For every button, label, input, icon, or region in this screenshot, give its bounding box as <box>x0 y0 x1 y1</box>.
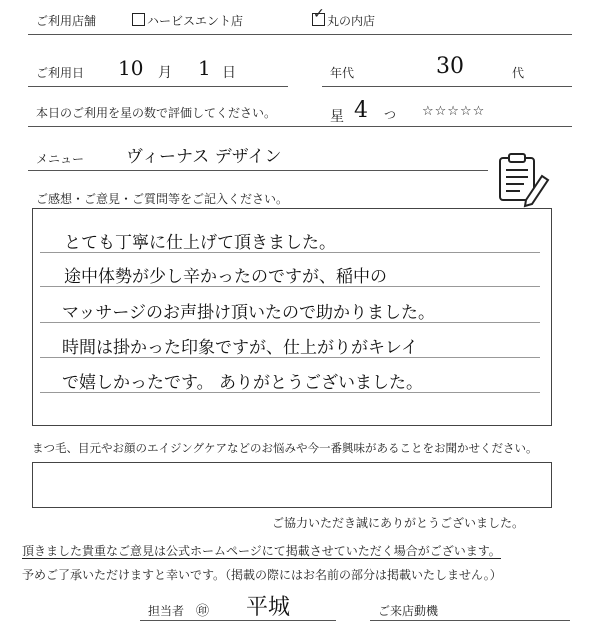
clipboard-pencil-icon <box>496 152 550 208</box>
comment-line: 途中体勢が少し辛かったのですが、稲中の <box>64 267 387 287</box>
store-option-herbis-label: ハービスエント店 <box>147 14 244 28</box>
visit-month-unit: 月 <box>158 65 172 81</box>
store-checkbox-marunouchi[interactable] <box>312 6 325 26</box>
concerns-box[interactable] <box>32 462 552 508</box>
visit-day-unit: 日 <box>222 65 236 81</box>
staff-signature[interactable]: 平城 <box>246 595 291 620</box>
visit-month-value[interactable]: 10 <box>118 56 144 80</box>
age-unit: 代 <box>512 66 525 80</box>
rating-star-label: 星 <box>330 109 344 125</box>
concerns-label: まつ毛、目元やお顔のエイジングケアなどのお悩みや今一番興味があることをお聞かせください。 <box>32 441 538 455</box>
store-option-herbis[interactable] <box>132 12 243 29</box>
visit-date-label: ご利用日 <box>36 66 85 80</box>
staff-label: 担当者 <box>148 604 185 618</box>
divider <box>28 170 488 171</box>
seal-icon: ㊞ <box>196 604 210 619</box>
store-checkbox-herbis[interactable] <box>132 13 145 26</box>
thanks-text: ご協力いただき誠にありがとうございました。 <box>272 516 525 530</box>
divider <box>322 86 572 87</box>
notice-line-1-text: 頂きました貴重なご意見は公式ホームページにて掲載させていただく場合がございます。 <box>22 544 501 558</box>
comment-line: で嬉しかったです。 ありがとうございました。 <box>62 373 424 393</box>
divider <box>140 620 336 621</box>
rating-value[interactable]: 4 <box>354 98 368 123</box>
divider <box>28 34 572 35</box>
checkmark-icon: ✓ <box>313 6 325 22</box>
comments-label: ご感想・ご意見・ご質問等をご記入ください。 <box>36 192 289 206</box>
store-option-marunouchi-label: 丸の内店 <box>327 14 376 28</box>
rating-question: 本日のご利用を星の数で評価してください。 <box>36 106 277 120</box>
comment-line: マッサージのお声掛け頂いたので助かりました。 <box>62 303 435 323</box>
age-value[interactable]: 30 <box>436 54 464 79</box>
notice-line-2: 予めご了承いただけますと幸いです。（掲載の際にはお名前の部分は掲載いたしません。） <box>22 568 502 582</box>
rating-unit: つ <box>384 108 397 122</box>
notice-line-1 <box>22 542 501 559</box>
visit-day-value[interactable]: 1 <box>198 56 211 80</box>
store-option-marunouchi[interactable] <box>312 6 376 29</box>
motive-label: ご来店動機 <box>378 604 439 618</box>
menu-label: メニュー <box>36 152 85 166</box>
comment-line: とても丁寧に仕上げて頂きました。 <box>64 233 336 253</box>
divider <box>28 86 288 87</box>
divider <box>28 126 572 127</box>
menu-value[interactable]: ヴィーナス デザイン <box>126 147 282 167</box>
comment-line: 時間は掛かった印象ですが、仕上がりがキレイ <box>62 338 418 358</box>
rating-stars-icon[interactable]: ☆☆☆☆☆ <box>422 104 486 119</box>
store-label: ご利用店舗 <box>36 14 97 28</box>
age-label: 年代 <box>330 66 355 80</box>
divider <box>370 620 570 621</box>
